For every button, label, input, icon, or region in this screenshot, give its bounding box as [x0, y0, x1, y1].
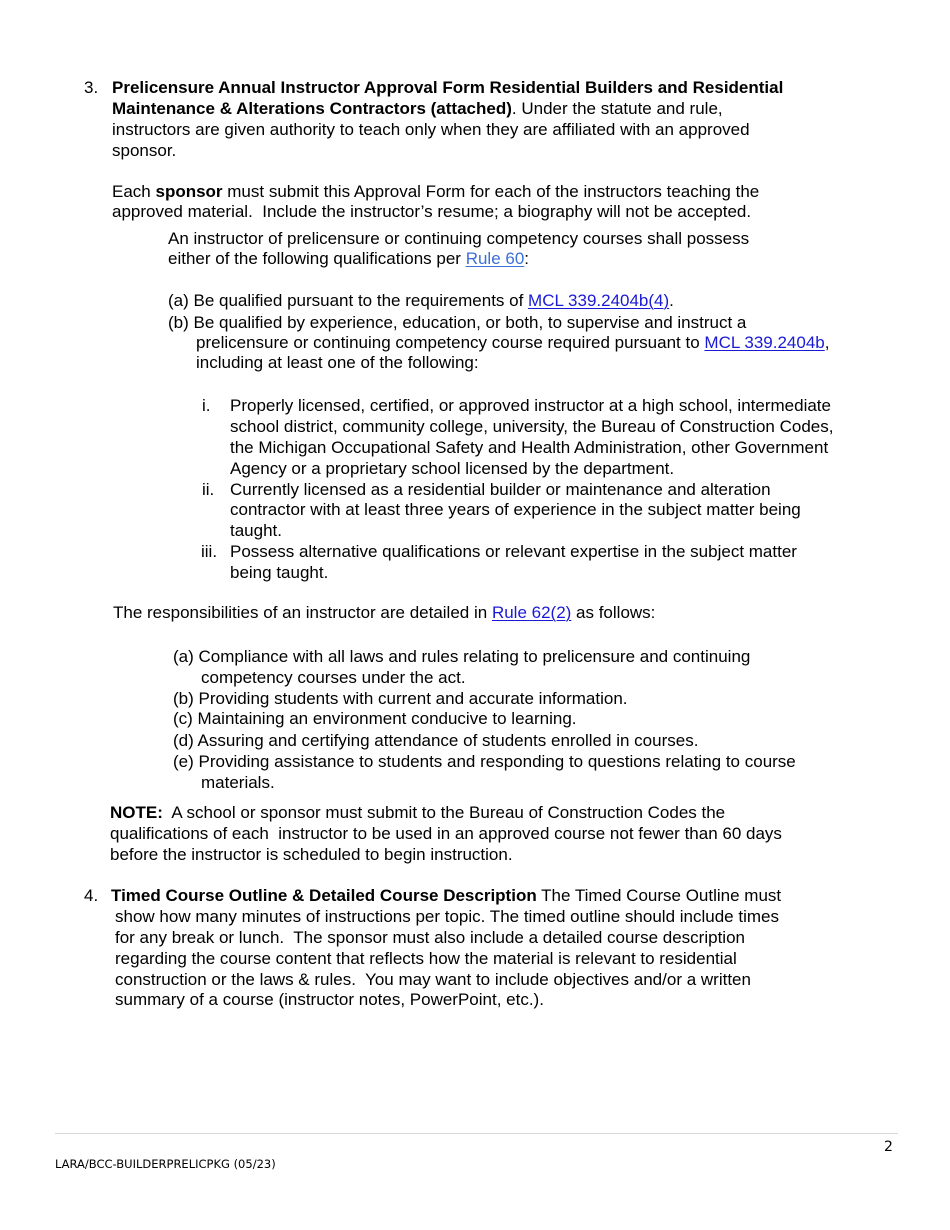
responsibilities-intro: The responsibilities of an instructor are detailed in Rule 62(2) as follows: — [113, 603, 656, 622]
sub-item-i-line: the Michigan Occupational Safety and Health Administration, other Government — [230, 438, 829, 457]
qualification-b-line3: including at least one of the following: — [196, 353, 479, 372]
rule-62-2-link[interactable]: Rule 62(2) — [491, 603, 572, 622]
item3-body-line4: sponsor. — [112, 141, 177, 160]
item3-title-line1: Prelicensure Annual Instructor Approval Form Residential Builders and Residential — [112, 78, 784, 97]
qualification-a: (a) Be qualified pursuant to the requirements of MCL 339.2404b(4). — [168, 291, 674, 310]
sub-item-i-line: Properly licensed, certified, or approved instructor at a high school, intermediate — [230, 396, 831, 415]
qualifications-intro-line2: either of the following qualifications per Rule 60: — [168, 249, 530, 268]
responsibility-item: (b) Providing students with current and accurate information. — [173, 689, 628, 708]
responsibility-item: competency courses under the act. — [201, 668, 466, 687]
mcl-2404b4-link[interactable]: MCL 339.2404b(4) — [528, 291, 670, 310]
item4-number: 4. — [84, 886, 99, 905]
sponsor-paragraph-line1: Each sponsor must submit this Approval Form for each of the instructors teaching the — [112, 182, 760, 201]
item3-body-line3: instructors are given authority to teach only when they are affiliated with an approved — [112, 120, 750, 139]
qualification-b-line2: prelicensure or continuing competency course required pursuant to MCL 339.2404b, — [196, 333, 830, 352]
item4-line: show how many minutes of instructions per topic. The timed outline should include times — [115, 907, 779, 926]
responsibility-item: (d) Assuring and certifying attendance of students enrolled in courses. — [173, 731, 699, 750]
note-line3: before the instructor is scheduled to begin instruction. — [110, 845, 513, 864]
responsibility-item: materials. — [201, 773, 275, 792]
sub-item-i-line: Agency or a proprietary school licensed by the department. — [230, 459, 675, 478]
sponsor-paragraph-line2: approved material. Include the instructor’s resume; a biography will not be accepted. — [112, 202, 752, 221]
sub-item-ii-line: Currently licensed as a residential builder or maintenance and alteration — [230, 480, 771, 499]
form-code: LARA/BCC-BUILDERPRELICPKG (05/23) — [55, 1157, 276, 1171]
item4-line: construction or the laws & rules. You may want to include objectives and/or a written — [115, 970, 751, 989]
sub-item-ii-marker: ii. — [202, 480, 215, 499]
rule-60-link[interactable]: Rule 60 — [465, 249, 525, 268]
item3-title-line2: Maintenance & Alterations Contractors (attached). Under the statute and rule, — [112, 99, 723, 118]
item4-line1: Timed Course Outline & Detailed Course Description The Timed Course Outline must — [111, 886, 782, 905]
sub-item-i-marker: i. — [202, 396, 211, 415]
responsibility-item: (e) Providing assistance to students and responding to questions relating to course — [173, 752, 796, 771]
sub-item-i-line: school district, community college, university, the Bureau of Construction Codes, — [230, 417, 834, 436]
item4-line: summary of a course (instructor notes, PowerPoint, etc.). — [115, 990, 544, 1009]
note-line2: qualifications of each instructor to be used in an approved course not fewer than 60 days — [110, 824, 782, 843]
qualification-b-line1: (b) Be qualified by experience, education, or both, to supervise and instruct a — [168, 313, 747, 332]
sub-item-iii-marker: iii. — [201, 542, 218, 561]
sub-item-ii-line: taught. — [230, 521, 282, 540]
item3-number: 3. — [84, 78, 99, 97]
item4-line: for any break or lunch. The sponsor must also include a detailed course description — [115, 928, 745, 947]
footer-divider — [55, 1133, 898, 1134]
item4-line: regarding the course content that reflects how the material is relevant to residential — [115, 949, 737, 968]
sub-item-iii-line: Possess alternative qualifications or relevant expertise in the subject matter — [230, 542, 797, 561]
page-number: 2 — [884, 1139, 893, 1155]
responsibility-item: (c) Maintaining an environment conducive to learning. — [173, 709, 577, 728]
qualifications-intro-line1: An instructor of prelicensure or continuing competency courses shall possess — [168, 229, 750, 248]
sub-item-iii-line: being taught. — [230, 563, 329, 582]
note-line1: NOTE: A school or sponsor must submit to the Bureau of Construction Codes the — [110, 803, 726, 822]
sub-item-ii-line: contractor with at least three years of experience in the subject matter being — [230, 500, 801, 519]
responsibility-item: (a) Compliance with all laws and rules relating to prelicensure and continuing — [173, 647, 751, 666]
mcl-2404b-link[interactable]: MCL 339.2404b — [704, 333, 825, 352]
